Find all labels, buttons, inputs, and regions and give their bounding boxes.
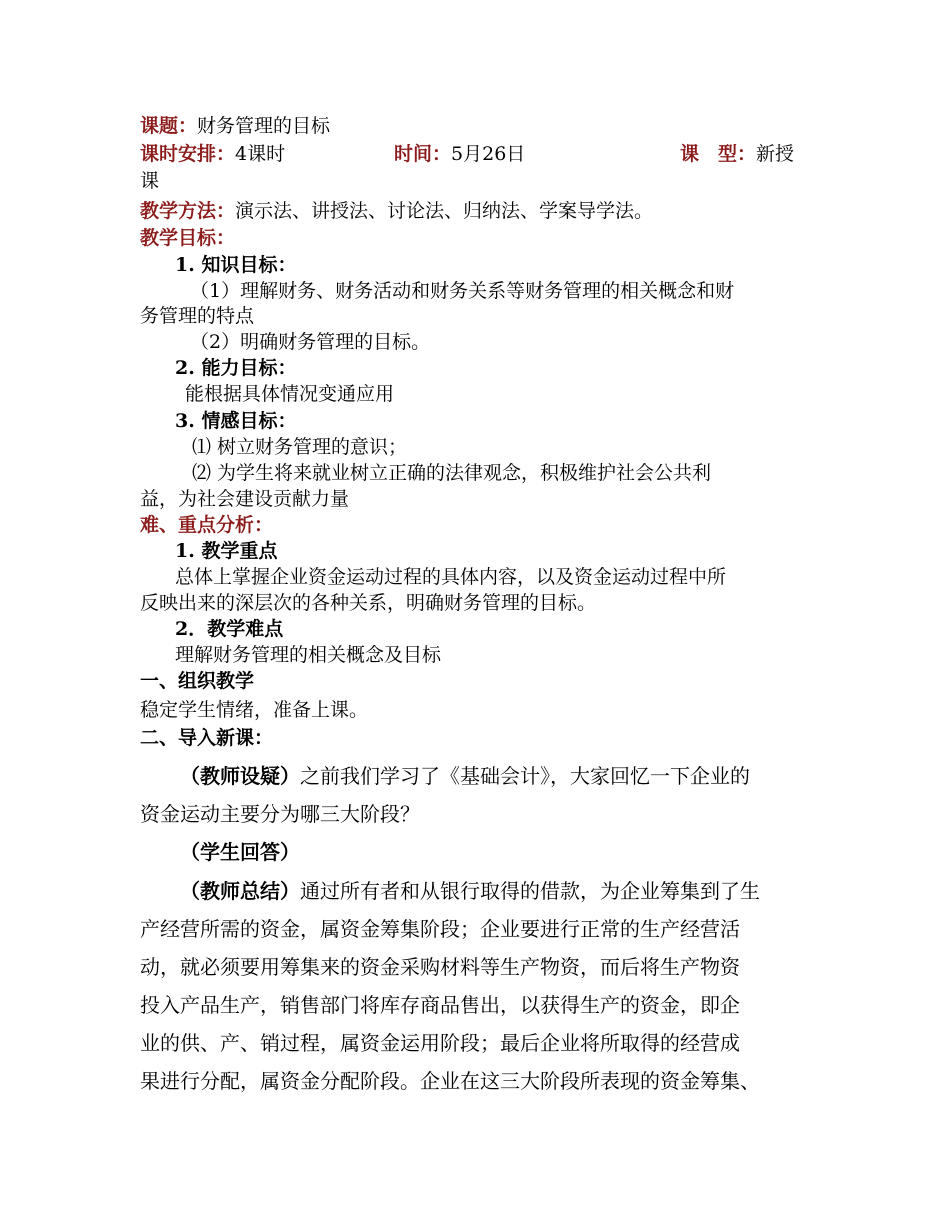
teacher-question-cont: 资金运动主要分为哪三大阶段？ <box>140 802 420 826</box>
teacher-question-label: （教师设疑） <box>180 764 300 788</box>
teacher-question <box>180 762 750 790</box>
ability-item-1: 能根据具体情况变通应用 <box>185 383 395 405</box>
teacher-summary-line5: 业的供、产、销过程，属资金运用阶段；最后企业将所取得的经营成 <box>140 1031 740 1055</box>
time-value: 5月26日 <box>451 143 526 165</box>
hours-value: 4课时 <box>235 143 286 165</box>
difficult-point-text: 理解财务管理的相关概念及目标 <box>175 644 442 666</box>
teacher-summary-line2: 产经营所需的资金，属资金筹集阶段；企业要进行正常的生产经营活 <box>140 917 740 941</box>
type-label: 课 型： <box>680 143 757 165</box>
type-field <box>680 141 794 167</box>
teacher-summary-label: （教师总结） <box>180 879 300 903</box>
knowledge-item-2: （2）明确财务管理的目标。 <box>190 331 431 353</box>
topic-value: 财务管理的目标 <box>197 115 331 137</box>
section1-heading: 一、组织教学 <box>140 670 255 692</box>
teacher-summary-line4: 投入产品生产，销售部门将库存商品售出，以获得生产的资金，即企 <box>140 993 740 1017</box>
analysis-heading: 难、重点分析： <box>140 514 274 536</box>
key-point-text-cont: 反映出来的深层次的各种关系，明确财务管理的目标。 <box>140 592 597 614</box>
difficult-point-heading: 2．教学难点 <box>175 618 284 640</box>
teacher-summary <box>180 877 760 905</box>
ability-heading: 2. 能力目标： <box>175 357 297 379</box>
type-value-wrap: 课 <box>140 170 160 192</box>
emotion-item-1: ⑴ 树立财务管理的意识； <box>192 436 408 458</box>
time-field <box>394 141 525 167</box>
teacher-summary-line3: 动，就必须要用筹集来的资金采购材料等生产物资，而后将生产物资 <box>140 955 740 979</box>
method-value: 演示法、讲授法、讨论法、归纳法、学案导学法。 <box>235 200 654 222</box>
topic-label: 课题： <box>140 115 198 137</box>
teacher-summary-line1: 通过所有者和从银行取得的借款，为企业筹集到了生 <box>300 879 760 903</box>
section1-text: 稳定学生情绪，准备上课。 <box>140 699 369 721</box>
teacher-question-text: 之前我们学习了《基础会计》，大家回忆一下企业的 <box>300 764 750 788</box>
hours-label: 课时安排： <box>140 143 236 165</box>
knowledge-heading: 1. 知识目标： <box>175 254 297 276</box>
type-value: 新授 <box>756 143 795 165</box>
student-answer: （学生回答） <box>180 840 300 864</box>
topic-line <box>140 113 330 139</box>
schedule-line <box>140 141 812 167</box>
section2-heading: 二、导入新课： <box>140 727 274 749</box>
knowledge-item-1-cont: 务管理的特点 <box>140 305 255 327</box>
method-label: 教学方法： <box>140 200 236 222</box>
teacher-summary-line6: 果进行分配，属资金分配阶段。企业在这三大阶段所表现的资金筹集、 <box>140 1069 760 1093</box>
method-line <box>140 198 653 224</box>
key-point-text: 总体上掌握企业资金运动过程的具体内容，以及资金运动过程中所 <box>175 566 727 588</box>
knowledge-item-1: （1）理解财务、财务活动和财务关系等财务管理的相关概念和财 <box>190 280 735 302</box>
emotion-item-2-cont: 益，为社会建设贡献力量 <box>140 488 350 510</box>
emotion-item-2: ⑵ 为学生将来就业树立正确的法律观念，积极维护社会公共利 <box>192 462 712 484</box>
objectives-heading: 教学目标： <box>140 227 236 249</box>
key-point-heading: 1. 教学重点 <box>175 540 278 562</box>
emotion-heading: 3. 情感目标： <box>175 410 297 432</box>
time-label: 时间： <box>394 143 452 165</box>
